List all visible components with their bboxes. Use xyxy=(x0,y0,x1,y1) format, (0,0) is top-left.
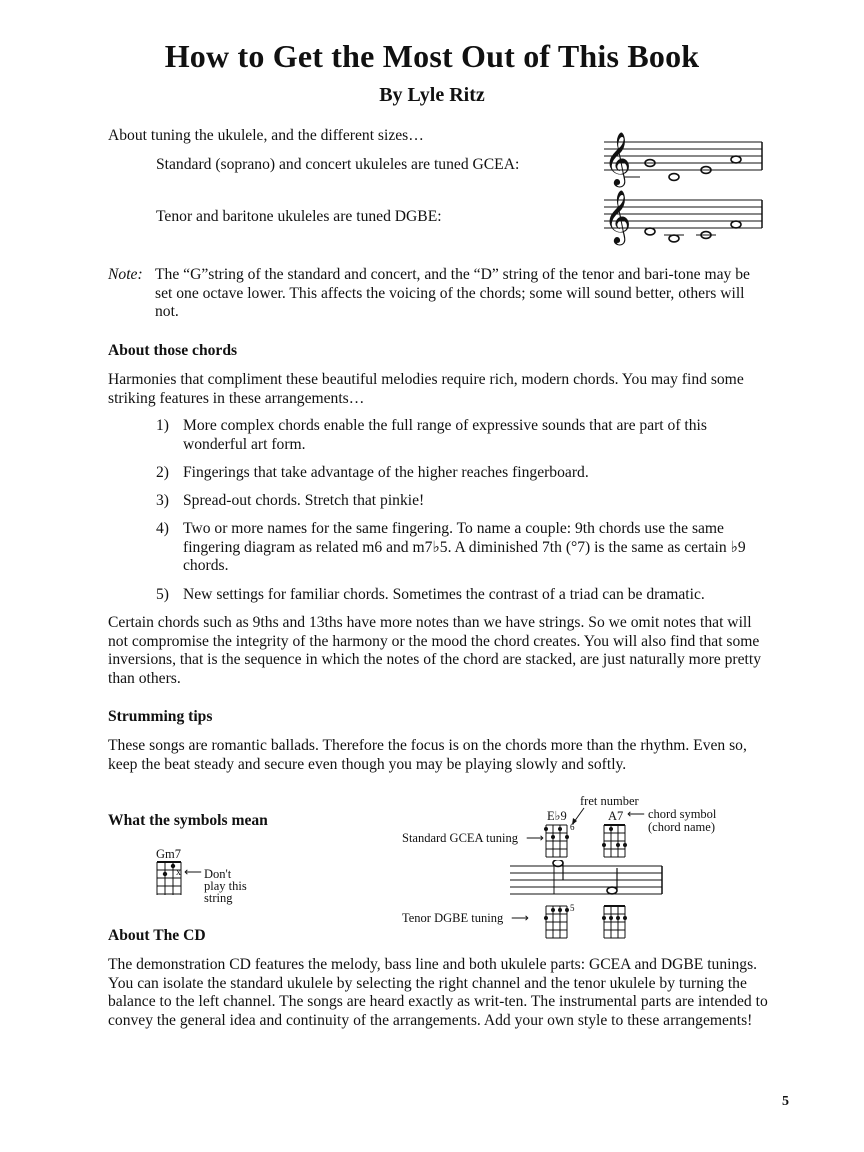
tenor-tuning-label: Tenor DGBE tuning xyxy=(402,911,504,925)
tuning-intro: About tuning the ukulele, and the different sizes… xyxy=(108,127,424,144)
list-number: 1) xyxy=(156,417,169,434)
standard-tuning-label: Standard GCEA tuning xyxy=(402,831,518,845)
dont-play-label-3: string xyxy=(204,891,233,905)
eb9-tenor-diagram xyxy=(544,904,570,940)
strumming-text: These songs are romantic ballads. Therefore the focus is on the chords more than the rhythm. Even so, keep the beat steady and secure even though you may be playing slowly and softly. xyxy=(108,737,747,773)
symbols-heading: What the symbols mean xyxy=(108,812,268,829)
arrow-left-icon: ⟵ xyxy=(184,865,202,879)
chord-symbol-label-1: chord symbol xyxy=(648,807,717,821)
strumming-heading: Strumming tips xyxy=(108,708,213,725)
dont-play-label-1: Don't xyxy=(204,867,232,881)
list-number: 3) xyxy=(156,492,169,509)
arrow-left-icon: ⟵ xyxy=(627,807,645,821)
page-number: 5 xyxy=(782,1094,789,1109)
dgbe-staff xyxy=(602,186,766,254)
chords-heading: About those chords xyxy=(108,342,238,359)
fret-number-label: fret number xyxy=(580,794,639,808)
chords-intro: Harmonies that compliment these beautiful melodies require rich, modern chords. You may find some striking features in these arrangements… xyxy=(108,371,744,407)
page-title: How to Get the Most Out of This Book xyxy=(164,38,700,74)
note-label: Note: xyxy=(108,266,143,283)
cd-text: The demonstration CD features the melody, bass line and both ukulele parts: GCEA and DGBE tunings. You can isolate the standard ukulele by selecting the right channel and the tenor ukulele by turning the balance to the left channel. The songs are heard exactly as writ-ten. The instrumental parts are intended to convey the general idea and continuity of the arrangements. Add your own style to these arrangements! xyxy=(108,956,768,1029)
gm7-chord-label: Gm7 xyxy=(156,847,181,861)
list-text: More complex chords enable the full range of expressive sounds that are part of this wonderful art form. xyxy=(183,417,707,453)
cd-heading: About The CD xyxy=(108,927,206,944)
list-text: New settings for familiar chords. Sometimes the contrast of a triad can be dramatic. xyxy=(183,586,705,603)
a7-tenor-diagram xyxy=(602,904,628,940)
tuning-tenor-text: Tenor and baritone ukuleles are tuned DGBE: xyxy=(156,208,442,225)
example-staff xyxy=(508,860,664,898)
chord-symbol-eb9: E♭9 xyxy=(547,809,567,823)
list-number: 4) xyxy=(156,520,169,537)
fret-number-standard: 6 xyxy=(570,822,575,832)
svg-text:𝄞: 𝄞 xyxy=(604,131,632,185)
list-number: 2) xyxy=(156,464,169,481)
note-text: The “G”string of the standard and concert, and the “D” string of the tenor and bari-tone may be set one octave lower. This affects the voicing of the chords; some will sound better, others will not. xyxy=(155,266,750,321)
arrow-right-icon: ⟶ xyxy=(526,831,544,845)
chord-symbol-label-2: (chord name) xyxy=(648,820,715,834)
a7-standard-diagram xyxy=(602,823,628,859)
eb9-standard-diagram xyxy=(544,823,570,859)
arrow-right-icon: ⟶ xyxy=(511,911,529,925)
list-text: Fingerings that take advantage of the higher reaches fingerboard. xyxy=(183,464,589,481)
tuning-standard-text: Standard (soprano) and concert ukuleles are tuned GCEA: xyxy=(156,156,520,173)
list-text: Spread-out chords. Stretch that pinkie! xyxy=(183,492,425,509)
svg-text:𝄞: 𝄞 xyxy=(604,189,632,243)
gcea-staff xyxy=(602,128,766,190)
list-text: Two or more names for the same fingering. To name a couple: 9th chords use the same fingering diagram as related m6 and m7♭5. A diminished 7th (°7) is the same as certain ♭9 chords. xyxy=(183,520,746,575)
muted-string-x-icon: x xyxy=(176,867,181,878)
author-line: By Lyle Ritz xyxy=(379,84,485,106)
dont-play-label-2: play this xyxy=(204,879,247,893)
fret-number-tenor: 5 xyxy=(570,903,575,913)
chord-symbol-a7: A7 xyxy=(608,809,624,823)
list-number: 5) xyxy=(156,586,169,603)
chords-outro: Certain chords such as 9ths and 13ths have more notes than we have strings. So we omit notes that will not compromise the integrity of the harmony or the mood the chord creates. You will also find that some inversions, that is the sequence in which the notes of the chord are stacked, are just naturally more pretty than others. xyxy=(108,614,761,687)
